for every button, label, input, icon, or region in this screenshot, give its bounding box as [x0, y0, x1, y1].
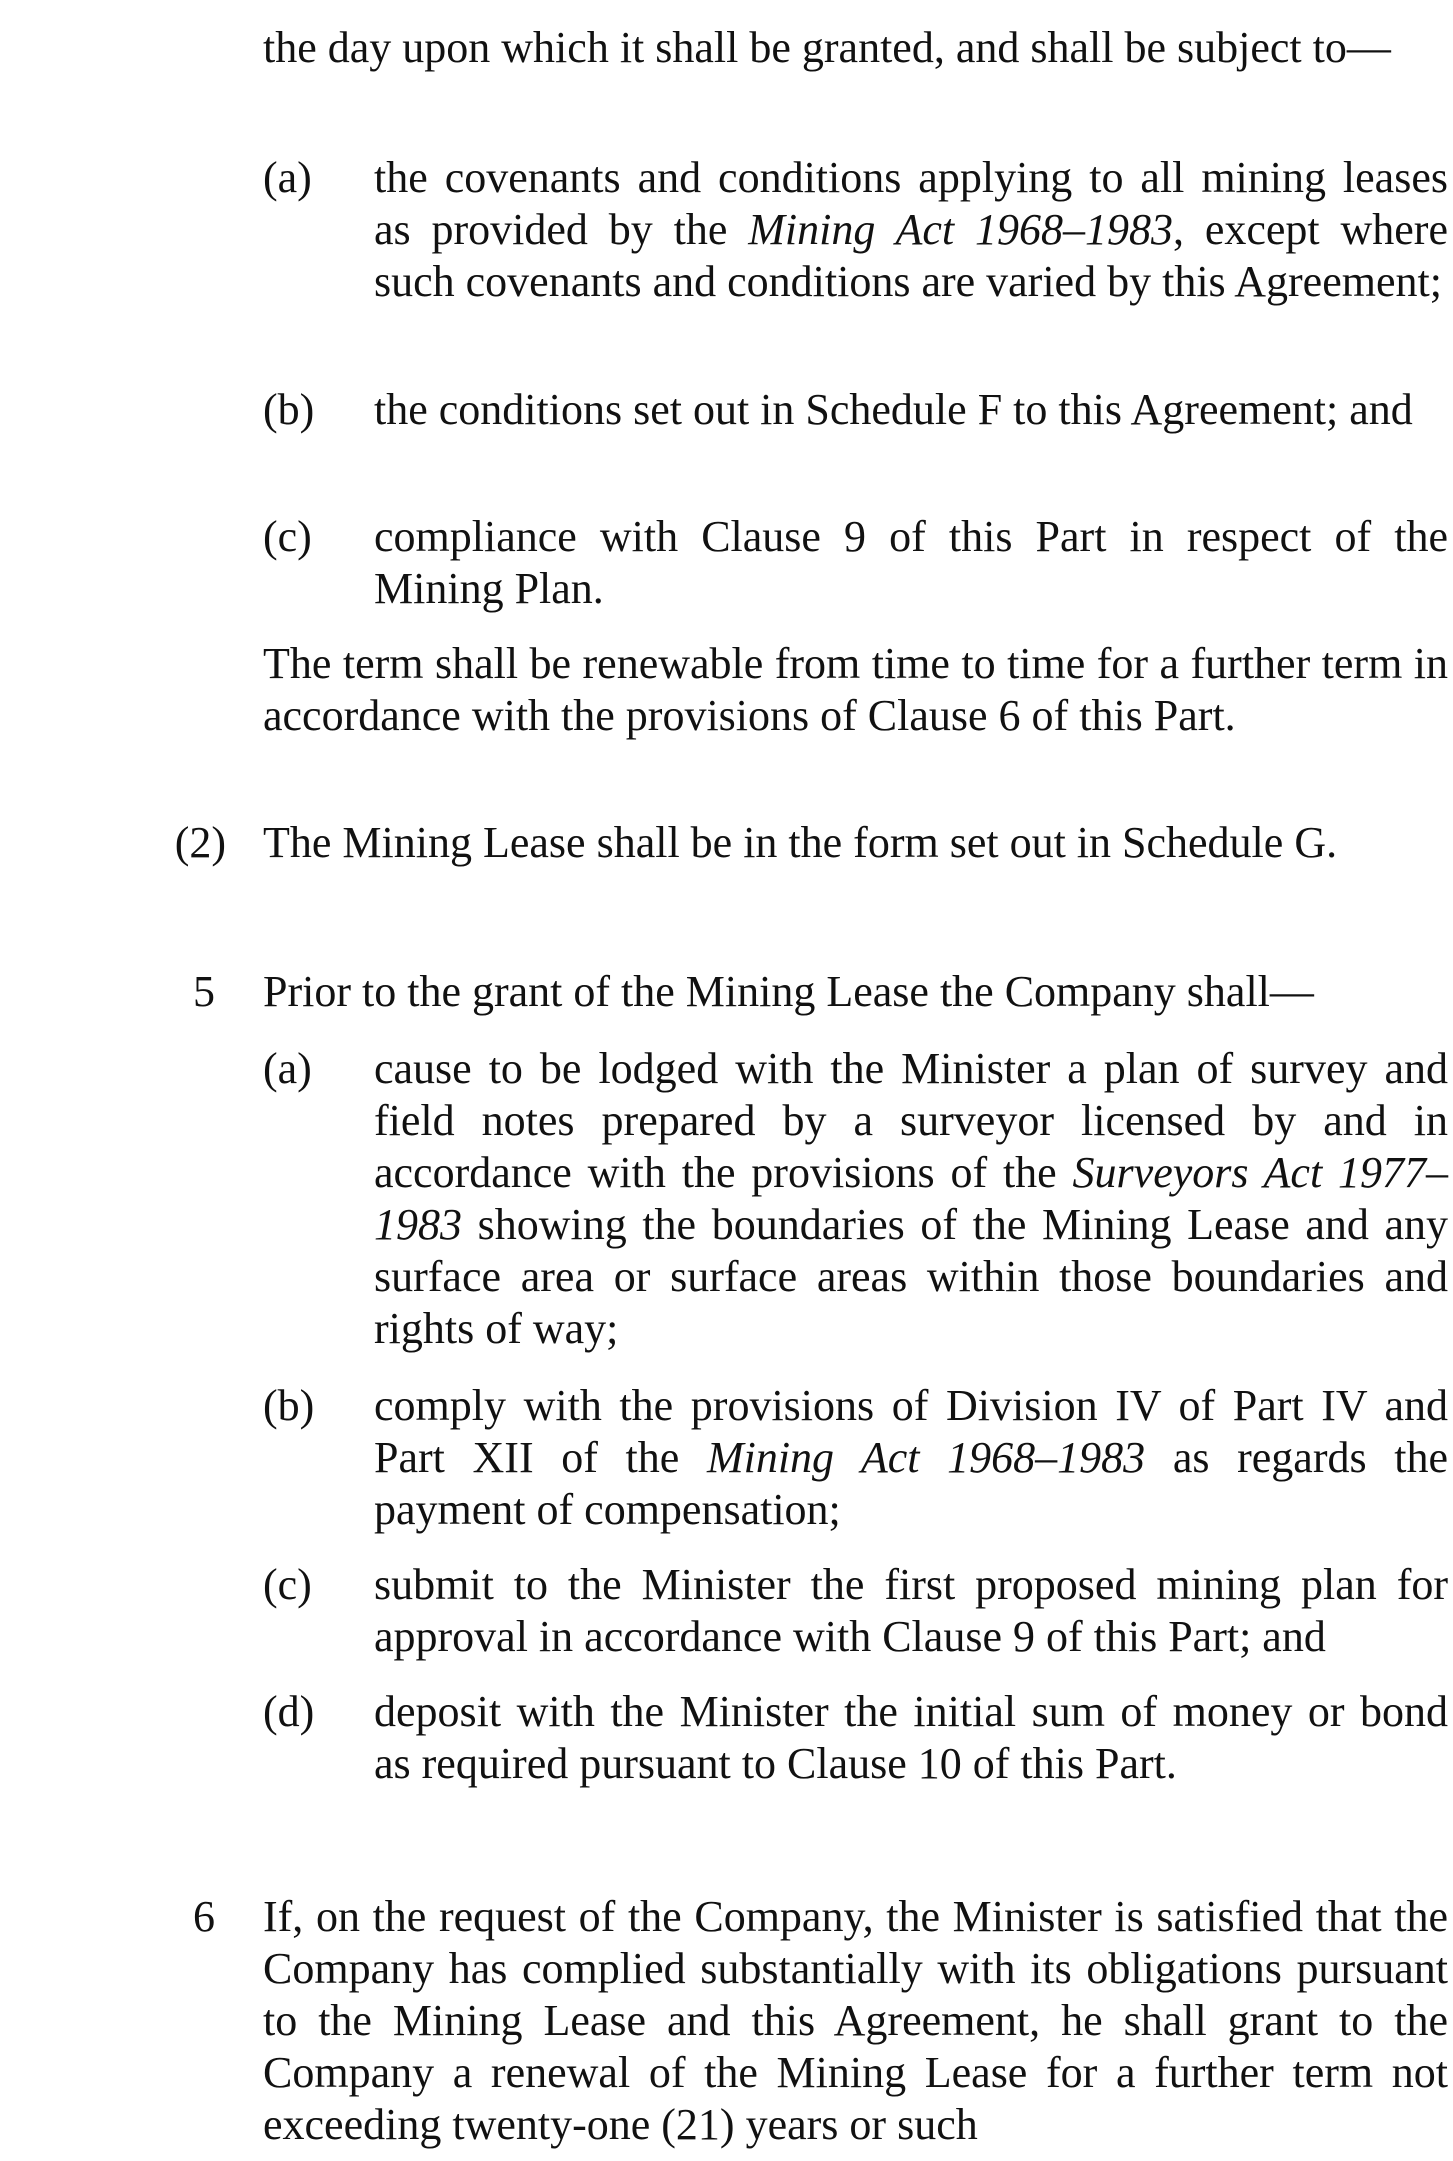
subclause-label: (2): [174, 818, 226, 867]
clause-lead: Prior to the grant of the Mining Lease the Company shall—: [263, 967, 1314, 1016]
item-text: deposit with the Minister the initial sum of money or bond as required pursuant to Clause 10 of this Part.: [374, 1687, 1448, 1788]
intro-paragraph: the day upon which it shall be granted, and shall be subject to—: [263, 23, 1391, 72]
act-title: Surveyors Act 1977–1983: [374, 1148, 1448, 1249]
item-text: cause to be lodged with the Minister a plan of survey and field notes prepared by a surveyor licensed by and in accordance with the provisions of the Surveyors Act 1977–1983 showing the boundaries of the Mining Lease and any surface area or surface areas within those boundaries and rights of way;: [374, 1044, 1448, 1353]
item-text: the conditions set out in Schedule F to this Agreement; and: [374, 385, 1413, 434]
clause-number: 6: [193, 1892, 215, 1941]
item-label: (b): [263, 385, 315, 434]
clause-text: If, on the request of the Company, the Minister is satisfied that the Company has complied substantially with its obligations pursuant to the Mining Lease and this Agreement, he shall grant to the Company a renewal of the Mining Lease for a further term not exceeding twenty-one (21) years or such: [263, 1892, 1448, 2149]
subclause-text: The Mining Lease shall be in the form set out in Schedule G.: [263, 818, 1338, 867]
item-label: (b): [263, 1381, 315, 1430]
clause-number: 5: [193, 967, 215, 1016]
item-text: submit to the Minister the first proposed mining plan for approval in accordance with Clause 9 of this Part; and: [374, 1560, 1448, 1661]
item-text: comply with the provisions of Division IV of Part IV and Part XII of the Mining Act 1968–1983 as regards the payment of compensation;: [374, 1381, 1448, 1534]
item-label: (c): [263, 512, 312, 561]
item-label: (c): [263, 1560, 312, 1609]
item-label: (a): [263, 1044, 312, 1093]
renewal-paragraph: The term shall be renewable from time to time for a further term in accordance with the provisions of Clause 6 of this Part.: [263, 639, 1448, 740]
item-text: compliance with Clause 9 of this Part in respect of the Mining Plan.: [374, 512, 1448, 613]
item-text: the covenants and conditions applying to all mining leases as provided by the Mining Act 1968–1983, except where such covenants and conditions are varied by this Agreement;: [374, 153, 1448, 306]
item-label: (d): [263, 1687, 315, 1736]
act-title: Mining Act 1968–1983: [706, 1433, 1146, 1482]
item-label: (a): [263, 153, 312, 202]
act-title: Mining Act 1968–1983: [748, 205, 1173, 254]
